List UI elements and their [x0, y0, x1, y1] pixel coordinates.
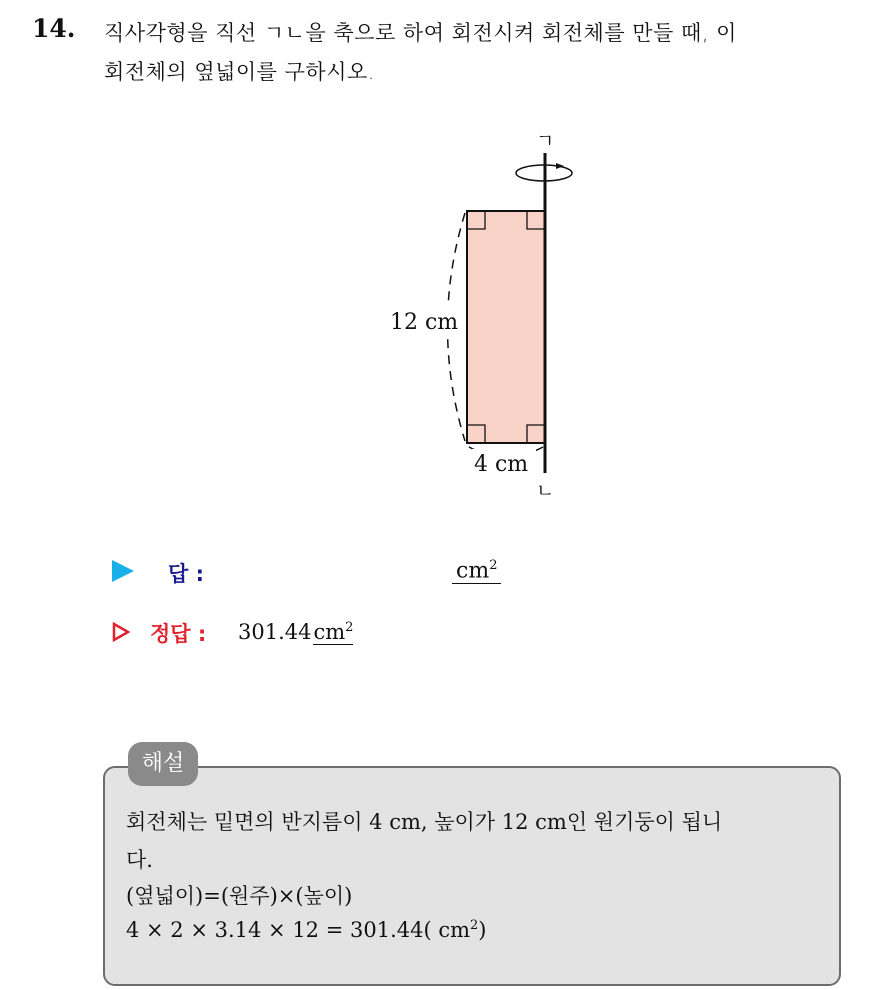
explanation-tab: 해설 — [128, 742, 198, 786]
explanation-formula-close: ) — [478, 918, 487, 942]
correct-answer-value — [238, 620, 353, 644]
explanation-formula: 4 × 2 × 3.14 × 12 = 301.44( cm — [126, 918, 471, 942]
explanation-line1: 회전체는 밑면의 반지름이 4 cm, 높이가 12 cm인 원기둥이 됩니 — [126, 810, 723, 834]
question-text-line2: 회전체의 옆넓이를 구하시오. — [104, 60, 375, 84]
correct-answer-unit — [313, 620, 353, 645]
correct-unit-text: cm — [313, 620, 346, 644]
question-number: 14. — [32, 14, 76, 43]
rotation-figure — [380, 125, 580, 505]
answer-unit-exp: 2 — [489, 558, 498, 573]
rectangle — [467, 211, 545, 443]
play-marker-icon — [112, 560, 134, 582]
arrowhead-icon — [556, 163, 564, 169]
correct-answer-label: 정답 : — [150, 622, 207, 646]
explanation-line2: 다. — [126, 848, 153, 872]
answer-label: 답 : — [168, 562, 204, 586]
answer-row — [112, 558, 498, 586]
axis-top-label: ㄱ — [536, 130, 555, 152]
answer-unit[interactable] — [452, 558, 501, 584]
explanation-formula-exp: 2 — [470, 918, 479, 933]
question-text-line1: 직사각형을 직선 ㄱㄴ을 축으로 하여 회전시켜 회전체를 만들 때, 이 — [104, 21, 737, 45]
explanation-line3: (옆넓이)=(원주)×(높이) — [126, 884, 353, 908]
correct-answer-row — [112, 618, 354, 646]
answer-unit-text: cm — [456, 558, 490, 584]
explanation-box — [103, 766, 841, 986]
width-label: 4 cm — [474, 452, 529, 477]
axis-bottom-label: ㄴ — [536, 480, 555, 502]
correct-value-number: 301.44 — [238, 620, 312, 644]
outline-play-marker-icon — [112, 622, 126, 640]
explanation-line4 — [126, 918, 487, 942]
height-label: 12 cm — [390, 310, 459, 335]
correct-unit-exp: 2 — [345, 620, 354, 635]
